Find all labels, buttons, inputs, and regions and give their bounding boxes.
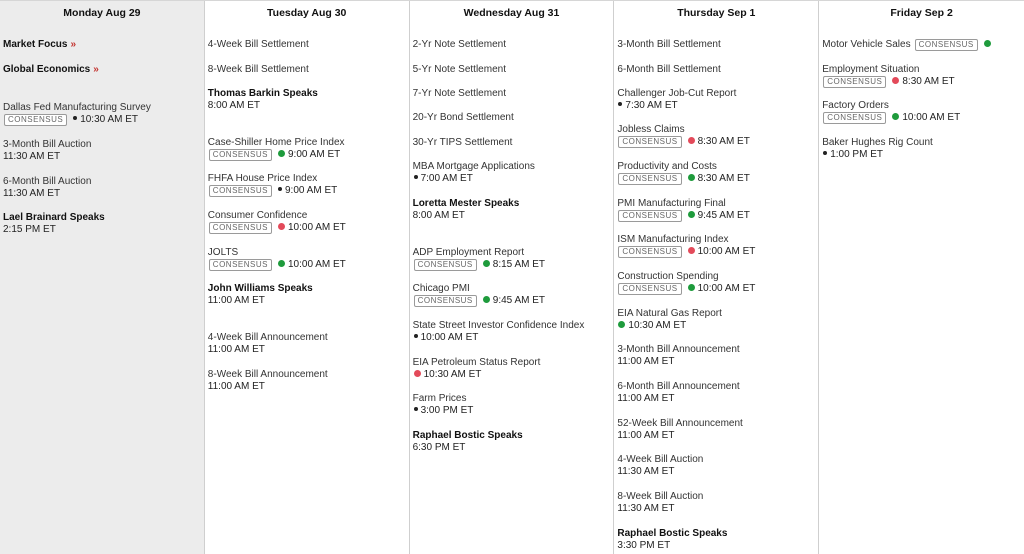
calendar-event[interactable] [413, 161, 535, 185]
day-column-tuesday-aug-30 [205, 1, 410, 554]
event-time: 11:30 AM ET [3, 188, 61, 199]
event-meta [208, 295, 313, 307]
event-title-text: 2-Yr Note Settlement [412, 39, 506, 50]
event-meta [3, 151, 91, 163]
green-dot-icon [688, 174, 695, 181]
event-title [208, 332, 328, 344]
event-title-text: Market Focus [3, 39, 68, 50]
event-meta [617, 503, 703, 515]
event-title-text: Lael Brainard Speaks [3, 212, 105, 223]
event-title-text: Consumer Confidence [207, 210, 308, 221]
calendar-event[interactable] [3, 64, 99, 76]
event-meta [822, 112, 960, 124]
event-meta [413, 369, 541, 381]
event-title-text: Farm Prices [412, 393, 467, 404]
event-title [617, 39, 720, 51]
calendar-event[interactable] [3, 39, 76, 51]
event-title-text: 4-Week Bill Settlement [207, 39, 309, 50]
calendar-event[interactable] [617, 381, 739, 405]
calendar-event[interactable] [617, 344, 739, 368]
event-title-text: EIA Petroleum Status Report [412, 357, 541, 368]
event-meta [413, 332, 585, 344]
event-title-text: JOLTS [207, 247, 239, 258]
event-meta [914, 39, 994, 50]
event-title [208, 283, 313, 295]
event-time: 10:00 AM ET [902, 112, 961, 123]
calendar-event[interactable] [413, 39, 506, 51]
green-dot-icon [483, 260, 490, 267]
event-title-text: Raphael Bostic Speaks [617, 528, 728, 539]
event-title [413, 88, 506, 100]
calendar-event[interactable] [208, 332, 328, 356]
event-meta [208, 222, 346, 234]
black-dot-icon [823, 151, 827, 155]
calendar-event[interactable] [3, 176, 91, 200]
event-title [208, 39, 309, 51]
event-title-text: John Williams Speaks [207, 283, 313, 294]
calendar-event[interactable] [822, 39, 994, 51]
calendar-event[interactable] [208, 64, 309, 76]
event-title-text: 20-Yr Bond Settlement [412, 112, 514, 123]
event-time: 10:30 AM ET [80, 114, 138, 125]
black-dot-icon [414, 334, 418, 338]
event-title [413, 320, 585, 332]
event-meta [822, 149, 933, 161]
event-title [208, 369, 328, 381]
calendar-event[interactable] [3, 102, 151, 126]
calendar-event[interactable] [208, 210, 346, 234]
event-title-text: Factory Orders [822, 100, 889, 111]
chevron-right-icon: » [70, 39, 77, 50]
event-title [617, 381, 739, 393]
event-title-text: Jobless Claims [617, 124, 685, 135]
day-header: Tuesday Aug 30 [267, 7, 347, 19]
event-meta [617, 246, 755, 258]
calendar-event[interactable] [208, 173, 337, 197]
red-dot-icon [278, 223, 285, 230]
event-title-text: ISM Manufacturing Index [617, 234, 729, 245]
calendar-event[interactable] [413, 112, 514, 124]
event-title [413, 64, 506, 76]
event-meta [208, 344, 328, 356]
event-time: 10:00 AM ET [287, 222, 346, 233]
event-meta [208, 259, 346, 271]
black-dot-icon [278, 187, 282, 191]
calendar-event[interactable] [413, 137, 513, 149]
calendar-event[interactable] [3, 139, 91, 163]
calendar-event[interactable] [208, 137, 345, 161]
event-title [617, 234, 755, 246]
calendar-event[interactable] [413, 198, 520, 222]
event-title [413, 283, 545, 295]
calendar-event[interactable] [208, 283, 313, 307]
event-title [208, 64, 309, 76]
event-time: 1:00 PM ET [830, 149, 883, 160]
event-meta [208, 185, 337, 197]
calendar-event[interactable] [413, 64, 506, 76]
consensus-badge[interactable]: CONSENSUS [209, 185, 272, 197]
event-time: 8:15 AM ET [492, 259, 546, 270]
event-time: 9:00 AM ET [287, 149, 341, 160]
calendar-event[interactable] [208, 39, 309, 51]
event-time: 9:45 AM ET [697, 210, 750, 221]
day-column-wednesday-aug-31 [410, 1, 615, 554]
event-title-text: Challenger Job-Cut Report [617, 88, 737, 99]
calendar-event[interactable] [413, 357, 541, 381]
consensus-badge[interactable]: CONSENSUS [618, 283, 681, 295]
event-title [413, 430, 523, 442]
calendar-event[interactable] [617, 39, 720, 51]
event-time: 7:30 AM ET [625, 100, 678, 111]
event-time: 8:00 AM ET [207, 100, 261, 111]
event-meta [3, 188, 91, 200]
calendar-event[interactable] [413, 430, 523, 454]
event-title-text: 3-Month Bill Announcement [617, 344, 740, 355]
event-title-text: PMI Manufacturing Final [617, 198, 726, 209]
event-title-text: 3-Month Bill Auction [3, 139, 92, 150]
event-title [617, 308, 722, 320]
event-meta [822, 76, 954, 88]
event-time: 11:00 AM ET [207, 381, 265, 392]
event-title [617, 198, 749, 210]
consensus-badge[interactable]: CONSENSUS [618, 246, 681, 258]
calendar-event[interactable] [413, 247, 545, 271]
consensus-badge[interactable]: CONSENSUS [209, 259, 272, 271]
black-dot-icon [414, 175, 418, 179]
green-dot-icon [483, 296, 490, 303]
event-title-text: Thomas Barkin Speaks [207, 88, 318, 99]
consensus-badge[interactable]: CONSENSUS [618, 136, 681, 148]
calendar-event[interactable] [617, 454, 703, 478]
event-title [208, 137, 345, 149]
consensus-badge[interactable]: CONSENSUS [915, 39, 978, 51]
black-dot-icon [618, 102, 622, 106]
event-title-text: Raphael Bostic Speaks [412, 430, 523, 441]
event-title [3, 176, 91, 188]
section-link[interactable] [3, 39, 76, 51]
event-title [617, 528, 727, 540]
event-time: 10:00 AM ET [420, 332, 479, 343]
event-title-text: Global Economics [3, 64, 91, 75]
consensus-badge[interactable]: CONSENSUS [414, 259, 477, 271]
event-time: 11:30 AM ET [617, 503, 675, 514]
event-time: 3:00 PM ET [420, 405, 474, 416]
consensus-badge[interactable]: CONSENSUS [414, 295, 477, 307]
event-title [208, 210, 346, 222]
event-title [617, 491, 703, 503]
event-time: 9:00 AM ET [284, 185, 338, 196]
event-title [208, 88, 318, 100]
event-time: 2:15 PM ET [3, 224, 56, 235]
consensus-badge[interactable]: CONSENSUS [823, 112, 886, 124]
green-dot-icon [688, 211, 695, 218]
event-time: 11:00 AM ET [207, 344, 265, 355]
consensus-badge[interactable]: CONSENSUS [618, 173, 681, 185]
calendar-event[interactable] [208, 88, 318, 112]
black-dot-icon [73, 116, 77, 120]
event-time: 11:30 AM ET [617, 466, 675, 477]
event-title-text: 4-Week Bill Auction [617, 454, 704, 465]
event-time: 8:00 AM ET [412, 210, 465, 221]
calendar-event[interactable] [413, 283, 545, 307]
event-title-text: 6-Month Bill Settlement [617, 64, 721, 75]
day-header: Monday Aug 29 [63, 7, 141, 19]
event-meta [617, 356, 739, 368]
green-dot-icon [278, 150, 285, 157]
event-title-text: 4-Week Bill Announcement [207, 332, 328, 343]
event-title [413, 247, 545, 259]
green-dot-icon [278, 260, 285, 267]
event-time: 10:00 AM ET [287, 259, 346, 270]
calendar-event[interactable] [822, 100, 960, 124]
green-dot-icon [984, 40, 991, 47]
event-title-text: Loretta Mester Speaks [412, 198, 520, 209]
event-title-text: 3-Month Bill Settlement [617, 39, 721, 50]
consensus-badge[interactable]: CONSENSUS [209, 149, 272, 161]
event-meta [413, 173, 535, 185]
event-title [617, 88, 736, 100]
calendar-event[interactable] [617, 418, 742, 442]
event-meta [617, 100, 736, 112]
event-meta [617, 466, 703, 478]
event-title-text: 7-Yr Note Settlement [412, 88, 506, 99]
event-meta [413, 210, 520, 222]
event-title-text: MBA Mortgage Applications [412, 161, 535, 172]
red-dot-icon [414, 370, 421, 377]
event-title-text: Case-Shiller Home Price Index [207, 137, 345, 148]
event-meta [413, 259, 545, 271]
calendar-event[interactable] [617, 234, 755, 258]
event-meta [3, 224, 105, 236]
calendar-event[interactable] [208, 369, 328, 393]
calendar-event[interactable] [208, 247, 346, 271]
event-time: 6:30 PM ET [412, 442, 466, 453]
day-header: Friday Sep 2 [890, 7, 953, 19]
event-time: 8:30 AM ET [697, 136, 750, 147]
event-title-text: Chicago PMI [412, 283, 470, 294]
green-dot-icon [618, 321, 625, 328]
event-title-text: 6-Month Bill Auction [3, 176, 92, 187]
event-meta [617, 540, 727, 552]
event-title [3, 139, 91, 151]
red-dot-icon [688, 247, 695, 254]
event-meta [617, 320, 722, 332]
calendar-event[interactable] [617, 491, 703, 515]
calendar-event[interactable] [413, 320, 585, 344]
event-title [617, 124, 749, 136]
event-title-text: Construction Spending [617, 271, 719, 282]
consensus-badge[interactable]: CONSENSUS [209, 222, 272, 234]
chevron-right-icon: » [93, 64, 99, 75]
calendar-event[interactable] [617, 88, 736, 112]
event-time: 11:00 AM ET [207, 295, 265, 306]
event-title-text: ADP Employment Report [412, 247, 525, 258]
event-title [822, 137, 933, 149]
green-dot-icon [892, 113, 899, 120]
event-time: 10:00 AM ET [697, 283, 756, 294]
black-dot-icon [414, 407, 418, 411]
calendar-event[interactable] [413, 393, 474, 417]
event-title [617, 271, 755, 283]
event-meta [617, 393, 739, 405]
consensus-badge[interactable]: CONSENSUS [618, 210, 681, 222]
red-dot-icon [892, 77, 899, 84]
calendar-event[interactable] [413, 88, 506, 100]
event-time: 10:30 AM ET [423, 369, 482, 380]
event-time: 10:00 AM ET [697, 246, 756, 257]
consensus-badge[interactable]: CONSENSUS [4, 114, 67, 126]
day-column-monday-aug-29 [0, 1, 205, 554]
event-title-text: 8-Week Bill Settlement [207, 64, 309, 75]
event-time: 9:45 AM ET [492, 295, 546, 306]
event-meta [3, 114, 151, 126]
event-title [617, 161, 749, 173]
calendar-event[interactable] [617, 308, 722, 332]
calendar-event[interactable] [617, 271, 755, 295]
event-title [617, 454, 703, 466]
event-title-text: Baker Hughes Rig Count [822, 137, 933, 148]
event-title-text: 6-Month Bill Announcement [617, 381, 740, 392]
event-time: 11:00 AM ET [617, 430, 675, 441]
day-column-thursday-sep-1 [614, 1, 819, 554]
event-title [413, 39, 506, 51]
day-header: Thursday Sep 1 [677, 7, 756, 19]
calendar-event[interactable] [617, 528, 727, 552]
event-time: 11:00 AM ET [617, 393, 675, 404]
calendar-event[interactable] [617, 198, 749, 222]
event-time: 8:30 AM ET [902, 76, 955, 87]
event-time: 10:30 AM ET [628, 320, 687, 331]
event-title-text: State Street Investor Confidence Index [412, 320, 585, 331]
event-title [617, 418, 742, 430]
calendar-event[interactable] [822, 64, 954, 88]
event-meta [617, 283, 755, 295]
event-meta [413, 442, 523, 454]
event-meta [208, 100, 318, 112]
event-title-text: Productivity and Costs [617, 161, 717, 172]
event-title [822, 100, 960, 112]
event-title [208, 247, 346, 259]
calendar-event[interactable] [617, 161, 749, 185]
day-header: Wednesday Aug 31 [463, 7, 560, 19]
event-title-text: Dallas Fed Manufacturing Survey [3, 102, 151, 113]
event-meta [208, 381, 328, 393]
section-link[interactable] [3, 64, 99, 76]
event-title [413, 161, 535, 173]
event-meta [413, 295, 545, 307]
event-title-text: EIA Natural Gas Report [617, 308, 722, 319]
event-time: 11:00 AM ET [617, 356, 675, 367]
event-time: 11:30 AM ET [3, 151, 61, 162]
event-title [413, 137, 513, 149]
consensus-badge[interactable]: CONSENSUS [823, 76, 886, 88]
event-title [617, 64, 720, 76]
day-column-friday-sep-2 [819, 1, 1024, 554]
event-meta [208, 149, 345, 161]
event-title [413, 112, 514, 124]
event-title [413, 357, 541, 369]
calendar-event[interactable] [617, 64, 720, 76]
event-time: 7:00 AM ET [420, 173, 473, 184]
event-title-text: 52-Week Bill Announcement [617, 418, 743, 429]
event-title-text: 8-Week Bill Auction [617, 491, 704, 502]
event-title [822, 39, 910, 50]
event-title [413, 198, 520, 210]
event-title-text: Employment Situation [822, 64, 920, 75]
event-title [208, 173, 337, 185]
event-title-text: FHFA House Price Index [207, 173, 318, 184]
event-title [3, 102, 151, 114]
event-meta [617, 210, 749, 222]
event-title-text: 30-Yr TIPS Settlement [412, 137, 513, 148]
event-title [822, 64, 954, 76]
event-meta [617, 430, 742, 442]
event-title-text: Motor Vehicle Sales [822, 39, 911, 50]
event-meta [617, 136, 749, 148]
event-time: 3:30 PM ET [617, 540, 671, 551]
green-dot-icon [688, 284, 695, 291]
event-title [413, 393, 474, 405]
event-title-text: 8-Week Bill Announcement [207, 369, 328, 380]
event-time: 8:30 AM ET [697, 173, 750, 184]
event-title [617, 344, 739, 356]
event-title [3, 212, 105, 224]
event-meta [617, 173, 749, 185]
red-dot-icon [688, 137, 695, 144]
calendar-event[interactable] [3, 212, 105, 236]
calendar-event[interactable] [617, 124, 749, 148]
event-meta [413, 405, 474, 417]
event-title-text: 5-Yr Note Settlement [412, 64, 506, 75]
calendar-event[interactable] [822, 137, 933, 161]
